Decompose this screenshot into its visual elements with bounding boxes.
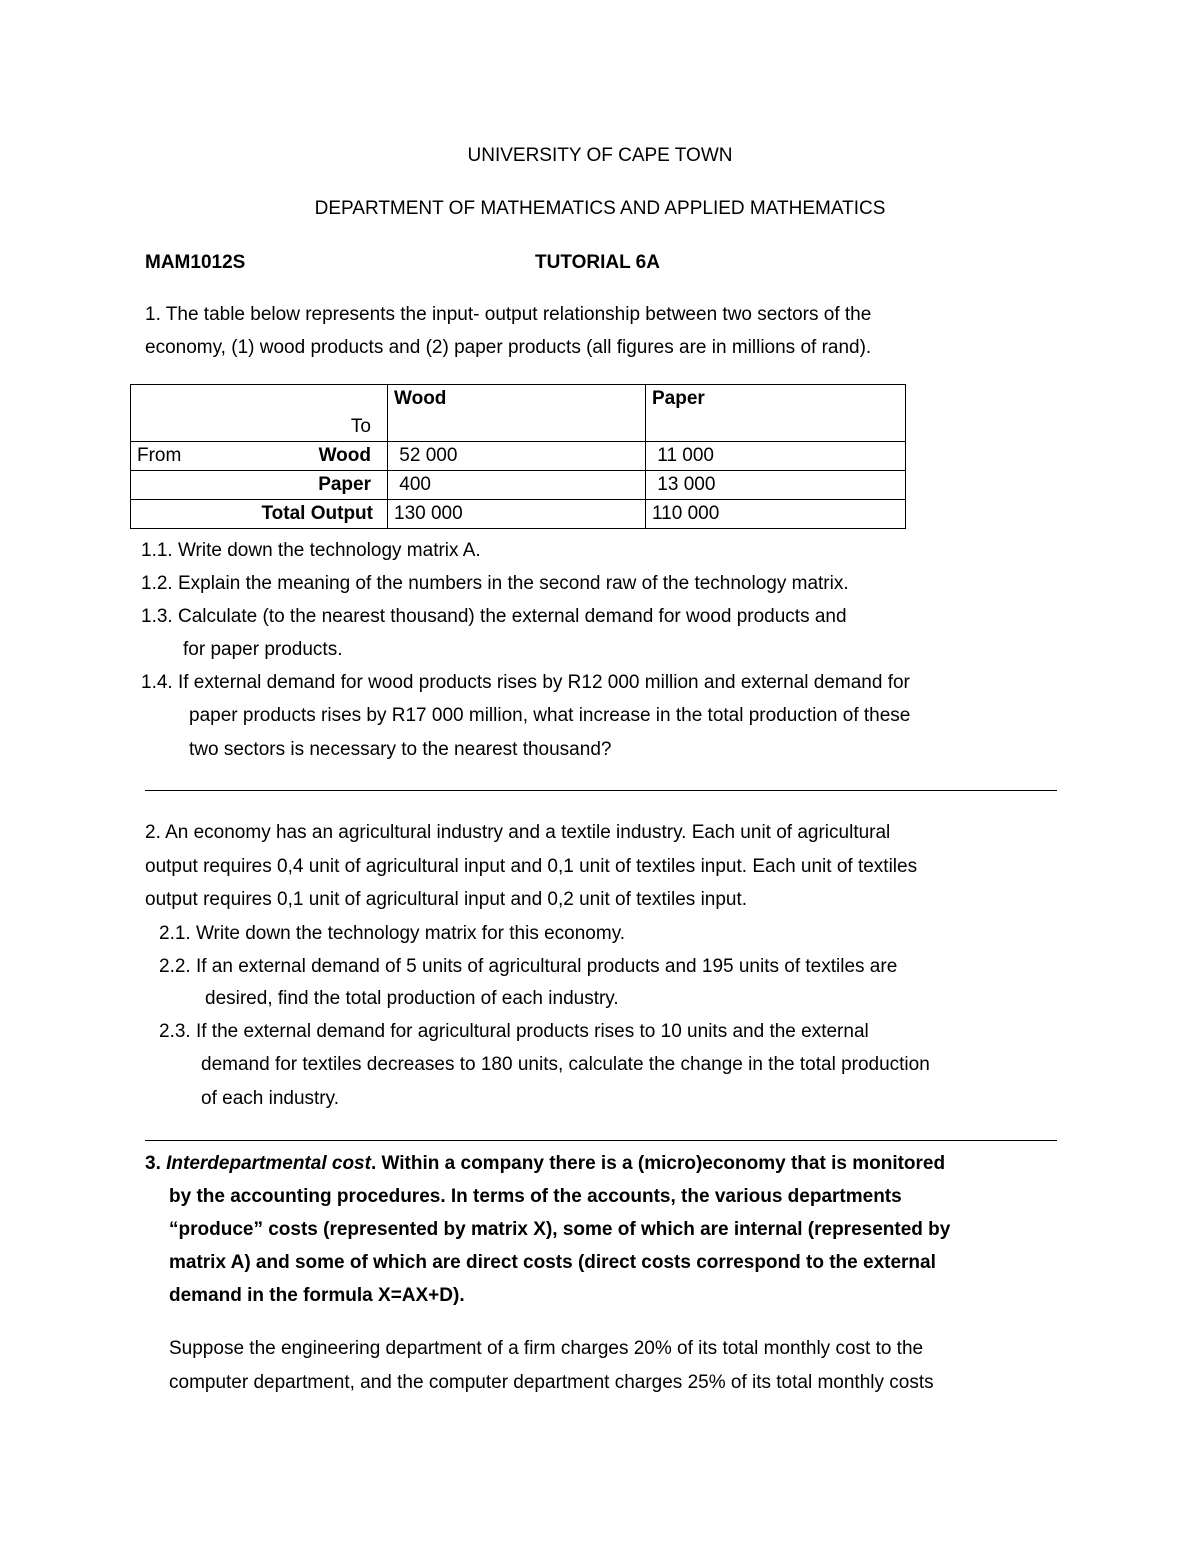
- q1-item-1-2: 1.2. Explain the meaning of the numbers in the second raw of the technology matrix.: [141, 573, 849, 594]
- q1-item-1-1: 1.1. Write down the technology matrix A.: [141, 540, 481, 561]
- q1-item-1-4-line-1: 1.4. If external demand for wood products rises by R12 000 million and external demand for: [141, 672, 910, 693]
- row-header-cell: [131, 471, 388, 500]
- department-title: DEPARTMENT OF MATHEMATICS AND APPLIED MATHEMATICS: [314, 198, 886, 219]
- table-row: [131, 471, 906, 500]
- q2-line-1: 2. An economy has an agricultural industry and a textile industry. Each unit of agricultural: [145, 822, 891, 843]
- q3-line-1: 3. Interdepartmental cost. Within a company there is a (micro)economy that is monitored: [145, 1153, 946, 1174]
- q2-item-2-2-line-2: desired, find the total production of each industry.: [205, 988, 619, 1009]
- course-code: MAM1012S: [145, 252, 246, 273]
- q2-item-2-3-line-1: 2.3. If the external demand for agricultural products rises to 10 units and the external: [159, 1021, 869, 1042]
- q2-item-2-3-line-2: demand for textiles decreases to 180 units, calculate the change in the total production: [201, 1054, 930, 1075]
- row-label-total-output: Total Output: [261, 503, 373, 524]
- tutorial-title: TUTORIAL 6A: [535, 252, 660, 273]
- q3-term: Interdepartmental cost: [166, 1153, 371, 1174]
- cell-paper-wood: 400: [388, 471, 646, 500]
- q1-item-1-4-line-2: paper products rises by R17 000 million, what increase in the total production of these: [189, 705, 911, 726]
- q2-item-2-2-line-1: 2.2. If an external demand of 5 units of agricultural products and 195 units of textiles are: [159, 956, 898, 977]
- table-corner-cell: [131, 385, 388, 442]
- row-label-wood: Wood: [318, 445, 371, 466]
- q2-line-2: output requires 0,4 unit of agricultural input and 0,1 unit of textiles input. Each unit of textiles: [145, 856, 918, 877]
- table-header-row: [131, 385, 906, 442]
- q3-paragraph-2-line-2: computer department, and the computer department charges 25% of its total monthly costs: [169, 1372, 934, 1393]
- q1-item-1-3-line-1: 1.3. Calculate (to the nearest thousand) the external demand for wood products and: [141, 606, 847, 627]
- q2-item-2-1: 2.1. Write down the technology matrix for this economy.: [159, 923, 626, 944]
- column-header-wood: Wood: [388, 385, 646, 442]
- section-divider: [145, 790, 1057, 791]
- table-row: [131, 500, 906, 529]
- cell-total-paper: 110 000: [646, 500, 906, 529]
- column-header-paper: Paper: [646, 385, 906, 442]
- to-label: To: [350, 416, 371, 437]
- q3-line-4: matrix A) and some of which are direct costs (direct costs correspond to the external: [169, 1252, 936, 1273]
- q3-line-2: by the accounting procedures. In terms of the accounts, the various departments: [169, 1186, 902, 1207]
- q1-item-1-3-line-2: for paper products.: [183, 639, 343, 660]
- q2-line-3: output requires 0,1 unit of agricultural input and 0,2 unit of textiles input.: [145, 889, 748, 910]
- cell-wood-wood: 52 000: [388, 442, 646, 471]
- input-output-table: [130, 384, 906, 529]
- q3-line-3: “produce” costs (represented by matrix X), some of which are internal (represented by: [169, 1219, 951, 1240]
- q1-intro-line-1: 1. The table below represents the input- output relationship between two sectors of the: [145, 304, 872, 325]
- cell-total-wood: 130 000: [388, 500, 646, 529]
- q2-item-2-3-line-3: of each industry.: [201, 1088, 340, 1109]
- table-row: [131, 442, 906, 471]
- section-divider: [145, 1140, 1057, 1141]
- q3-line-5: demand in the formula X=AX+D).: [169, 1285, 465, 1306]
- q1-item-1-4-line-3: two sectors is necessary to the nearest thousand?: [189, 739, 612, 760]
- university-title: UNIVERSITY OF CAPE TOWN: [467, 145, 733, 166]
- cell-wood-paper: 11 000: [646, 442, 906, 471]
- from-label: From: [137, 445, 182, 466]
- q1-intro-line-2: economy, (1) wood products and (2) paper products (all figures are in millions of rand).: [145, 337, 872, 358]
- row-header-cell: [131, 500, 388, 529]
- cell-paper-paper: 13 000: [646, 471, 906, 500]
- row-label-paper: Paper: [318, 474, 371, 495]
- q3-paragraph-2-line-1: Suppose the engineering department of a firm charges 20% of its total monthly cost to the: [169, 1338, 924, 1359]
- row-header-cell: [131, 442, 388, 471]
